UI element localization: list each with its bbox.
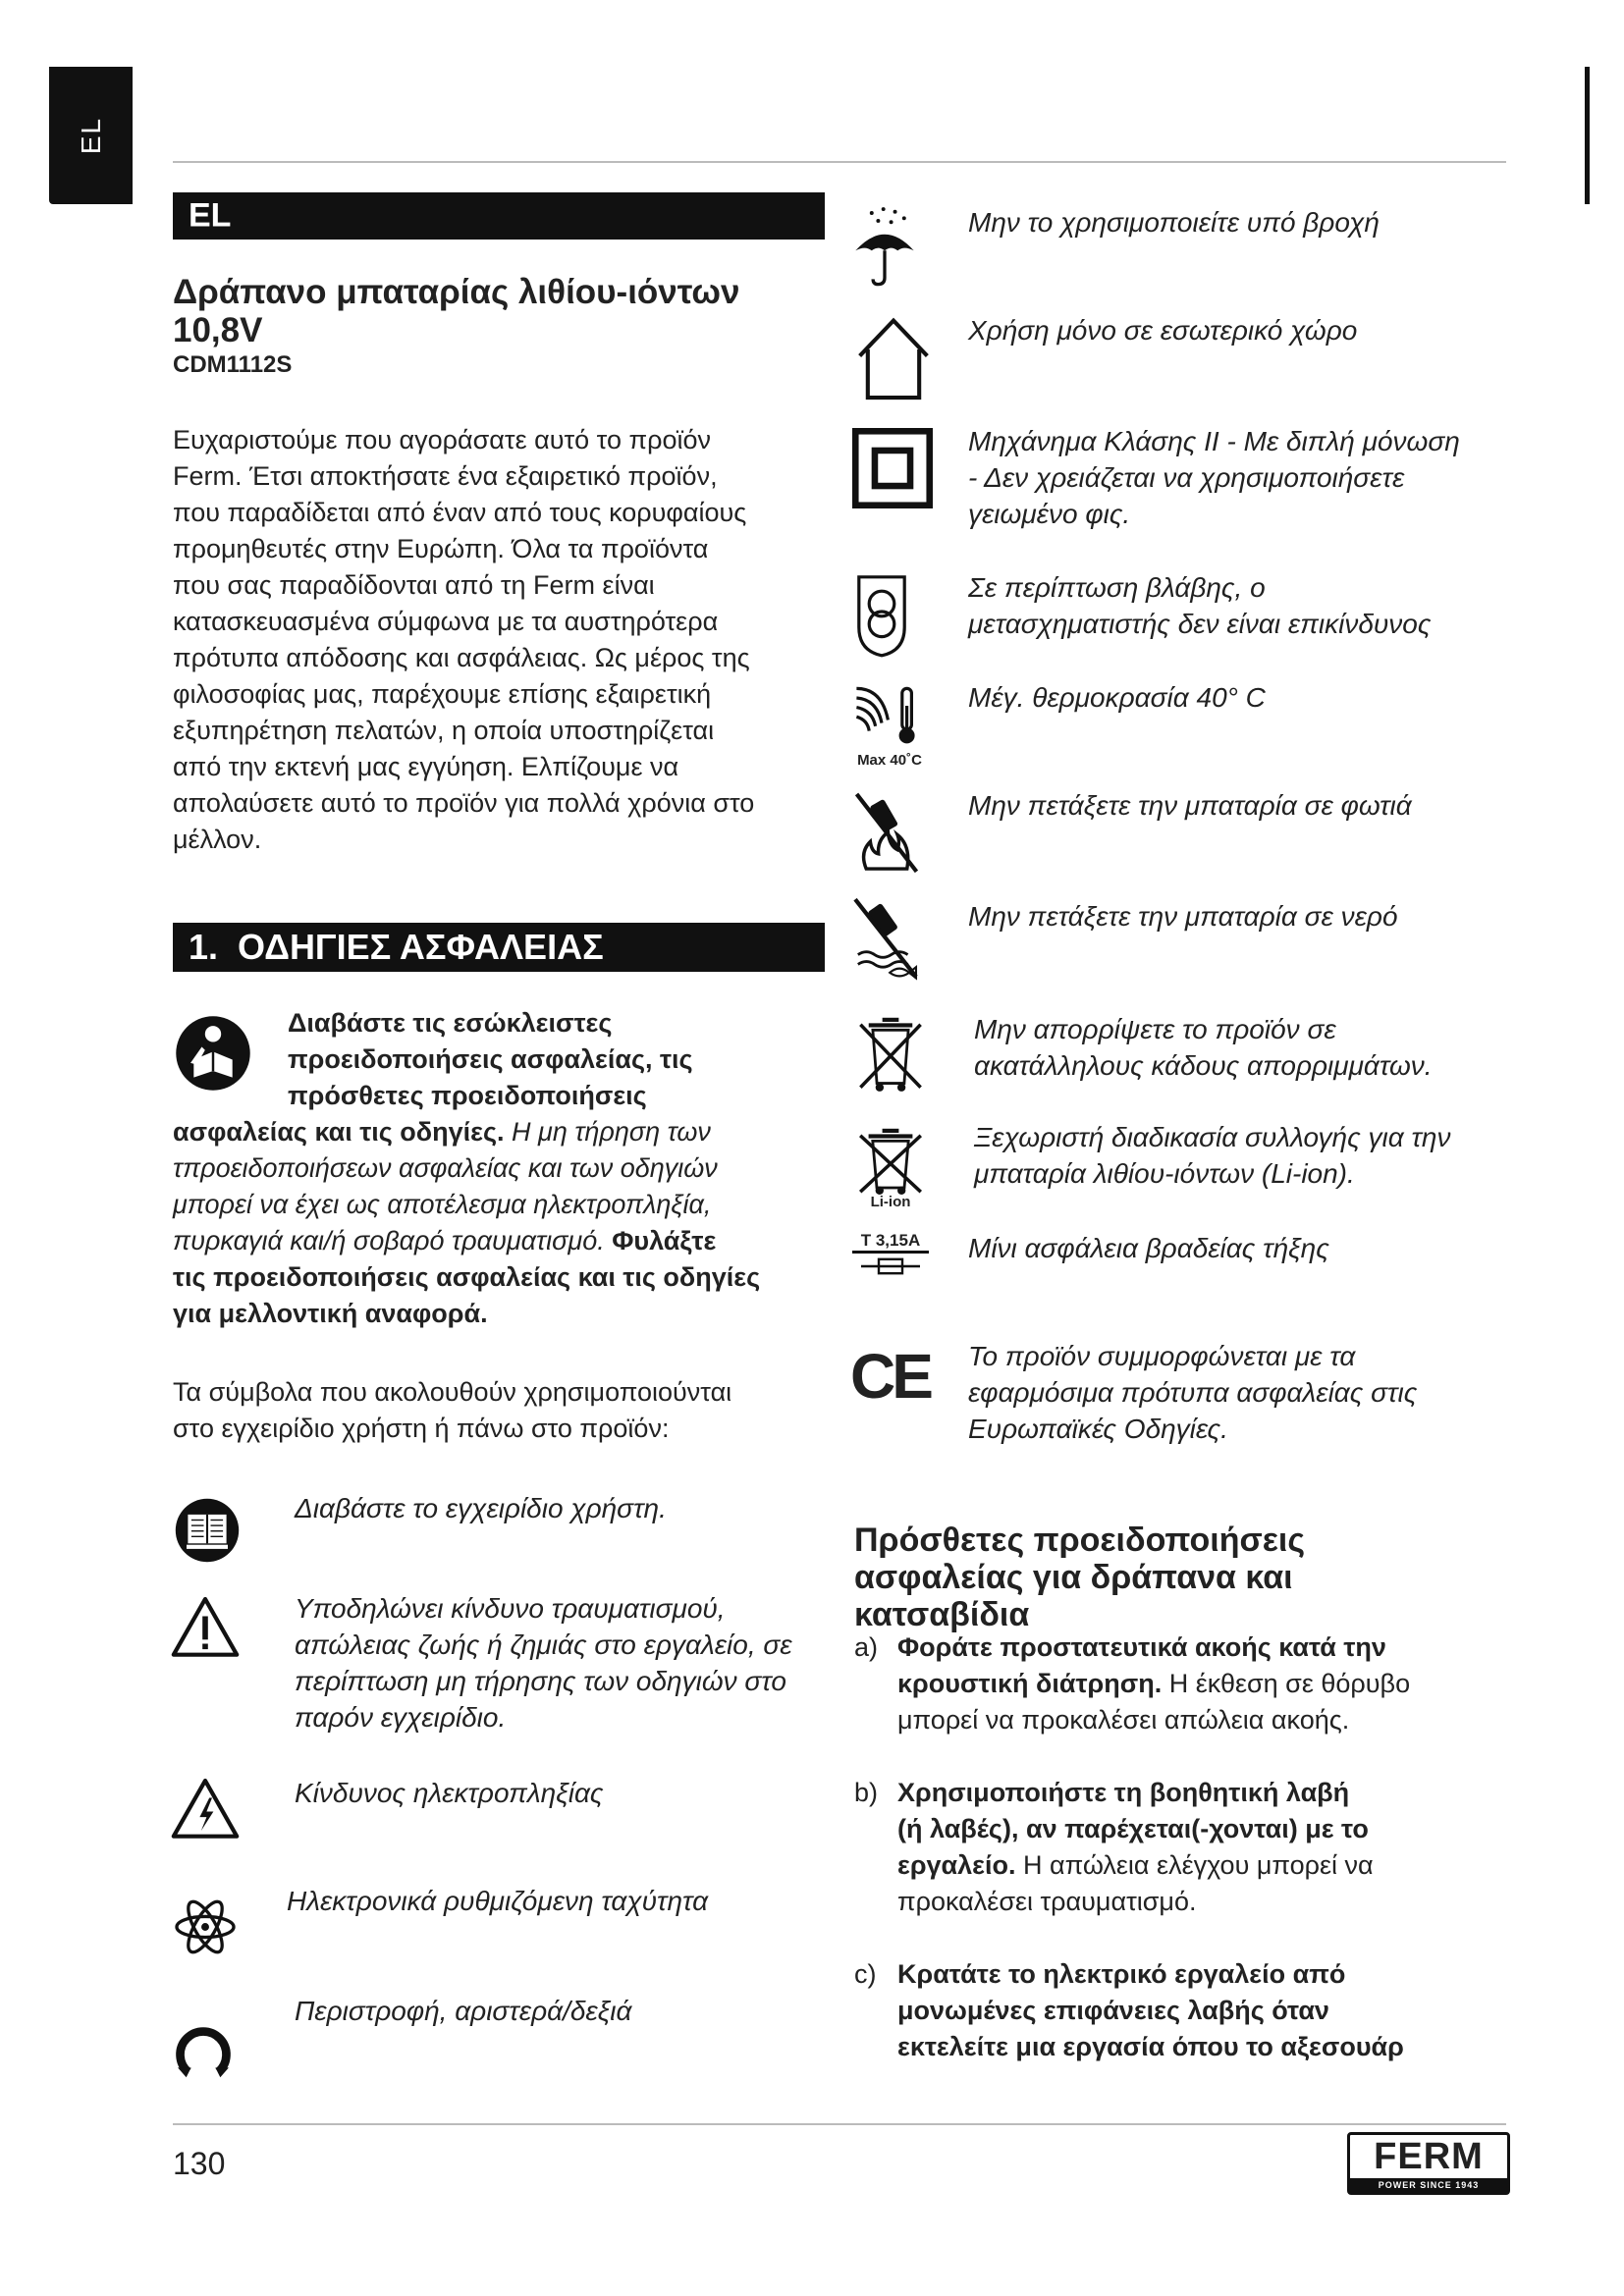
right-symbol-text — [968, 1230, 1518, 1266]
left-symbol-text — [295, 1993, 825, 2029]
fuse-icon — [852, 1231, 929, 1278]
list-regular-fragment: Η έκθεση σε θόρυβο — [1162, 1669, 1411, 1698]
list-line: μονωμένες επιφάνειες λαβής όταν — [897, 1996, 1329, 2025]
symbols-intro-line: στο εγχειρίδιο χρήστη ή πάνω στο προϊόν: — [173, 1414, 670, 1443]
list-line: Φοράτε προστατευτικά ακοής κατά την — [897, 1632, 1386, 1662]
warning-line: μπορεί να έχει ως αποτέλεσμα ηλεκτροπληξία, — [173, 1190, 712, 1219]
intro-line: κατασκευασμένα σύμφωνα με τα αυστηρότερα — [173, 607, 719, 636]
list-item — [854, 1956, 1522, 2074]
list-line: εκτελείτε μια εργασία όπου το αξεσουάρ — [897, 2032, 1404, 2061]
symbol-line: περίπτωση μη τήρησης των οδηγιών στο — [295, 1666, 786, 1696]
indoor-use-icon — [852, 314, 935, 402]
product-model: CDM1112S — [173, 351, 293, 378]
list-line: προκαλέσει τραυματισμό. — [897, 1887, 1197, 1916]
symbol-line: γειωμένο φις. — [968, 499, 1131, 529]
heading-line: κατσαβίδια — [854, 1596, 1030, 1633]
left-symbol-text — [295, 1775, 825, 1811]
weee-bin-icon — [856, 1015, 925, 1094]
warning-italic-fragment: πυρκαγιά και/ή σοβαρό τραυματισμό. — [173, 1226, 605, 1255]
symbol-line: Μέγ. θερμοκρασία 40° C — [968, 682, 1266, 713]
right-symbol-text — [968, 898, 1518, 934]
list-line: (ή λαβές), αν παρέχεται(-χονται) με το — [897, 1814, 1369, 1843]
right-symbol-text — [968, 204, 1518, 240]
symbol-line: Μην πετάξετε την μπαταρία σε φωτιά — [968, 790, 1412, 821]
symbol-line: Ηλεκτρονικά ρυθμιζόμενη ταχύτητα — [287, 1886, 709, 1916]
top-rule — [173, 161, 1506, 163]
list-item — [854, 1775, 1522, 1932]
li-ion-bin-icon — [856, 1123, 925, 1211]
warning-line: για μελλοντική αναφορά. — [173, 1299, 488, 1328]
fuse-icon-label: T 3,15A — [852, 1231, 929, 1254]
class-ii-icon — [852, 428, 933, 508]
warning-bold-fragment: ασφαλείας και τις οδηγίες. — [173, 1117, 505, 1147]
right-symbol-text — [968, 679, 1518, 716]
symbol-line: εφαρμόσιμα πρότυπα ασφαλείας στις — [968, 1377, 1418, 1408]
list-bold-fragment: εργαλείο. — [897, 1850, 1016, 1880]
symbols-intro-line: Τα σύμβολα που ακολουθούν χρησιμοποιούνται — [173, 1377, 732, 1407]
symbols-intro — [173, 1374, 831, 1447]
intro-line: που σας παραδίδονται από τη Ferm είναι — [173, 570, 655, 600]
manual-icon — [173, 1492, 242, 1569]
intro-line: εξυπηρέτηση πελατών, η οποία υποστηρίζεται — [173, 716, 715, 745]
symbol-line: Διαβάστε το εγχειρίδιο χρήστη. — [295, 1493, 667, 1523]
symbol-line: Κίνδυνος ηλεκτροπληξίας — [295, 1778, 604, 1808]
product-title-line1: Δράπανο μπαταρίας λιθίου-ιόντων — [173, 273, 740, 311]
intro-line: που παραδίδεται από έναν από τους κορυφαίους — [173, 498, 747, 527]
intro-paragraph — [173, 422, 831, 858]
right-symbol-text — [974, 1119, 1524, 1192]
warning-line: πρόσθετες προειδοποιήσεις — [288, 1081, 647, 1110]
section1-heading-band — [173, 923, 825, 972]
max-temp-icon — [850, 681, 929, 770]
left-symbol-text — [287, 1883, 822, 1919]
intro-line: Ferm. Έτσι αποκτήσατε ένα εξαιρετικό προϊόν, — [173, 461, 718, 491]
warning-block — [173, 1005, 831, 1332]
list-line: Κρατάτε το ηλεκτρικό εργαλείο από — [897, 1959, 1346, 1989]
language-header-band — [173, 192, 825, 240]
right-symbol-text — [968, 312, 1518, 348]
right-symbol-text — [968, 423, 1518, 532]
warning-line-mixed — [173, 1223, 831, 1259]
ferm-logo-text: FERM — [1374, 2136, 1484, 2177]
right-symbol-text — [968, 1338, 1518, 1447]
symbol-line: ακατάλληλους κάδους απορριμμάτων. — [974, 1050, 1433, 1081]
list-item-label: c) — [854, 1959, 877, 1989]
list-line: μπορεί να προκαλέσει απώλεια ακοής. — [897, 1705, 1350, 1735]
list-item-text — [897, 1956, 1522, 2065]
list-item — [854, 1629, 1522, 1747]
symbol-line: Μην το χρησιμοποιείτε υπό βροχή — [968, 207, 1380, 238]
symbol-line: Μίνι ασφάλεια βραδείας τήξης — [968, 1233, 1329, 1263]
warning-italic-fragment: Η μη τήρηση των — [504, 1117, 711, 1147]
symbol-line: παρόν εγχειρίδιο. — [295, 1702, 507, 1733]
intro-line: μέλλον. — [173, 825, 262, 854]
left-symbol-text — [295, 1590, 830, 1735]
electronic-speed-icon — [173, 1895, 238, 1959]
symbol-line: Μην πετάξετε την μπαταρία σε νερό — [968, 901, 1398, 932]
section1-heading: 1. ΟΔΗΓΙΕΣ ΑΣΦΑΛΕΙΑΣ — [189, 927, 604, 967]
list-line-mixed — [897, 1847, 1522, 1884]
additional-warnings-heading — [854, 1522, 1502, 1633]
ce-mark-icon: CE — [850, 1341, 930, 1412]
right-edge-marker — [1585, 67, 1590, 204]
symbol-line: Το προϊόν συμμορφώνεται με τα — [968, 1341, 1356, 1371]
heading-line: ασφαλείας για δράπανα και — [854, 1559, 1293, 1596]
language-side-tab — [49, 67, 133, 204]
warning-line-mixed — [173, 1114, 831, 1150]
symbol-line: Μηχάνημα Κλάσης II - Με διπλή μόνωση — [968, 426, 1460, 456]
language-side-tab-label: EL — [75, 116, 106, 155]
symbol-line: Υποδηλώνει κίνδυνο τραυματισμού, — [295, 1593, 726, 1624]
intro-line: από την εκτενή μας εγγύηση. Ελπίζουμε να — [173, 752, 679, 781]
no-rain-icon — [852, 204, 917, 291]
product-title-line2: 10,8V — [173, 311, 263, 349]
electric-shock-icon — [171, 1777, 240, 1840]
right-symbol-text — [968, 569, 1518, 642]
symbol-line: Χρήση μόνο σε εσωτερικό χώρο — [968, 315, 1358, 346]
symbol-line: Σε περίπτωση βλάβης, ο — [968, 572, 1266, 603]
right-symbol-text — [968, 787, 1518, 824]
list-regular-fragment: Η απώλεια ελέγχου μπορεί να — [1015, 1850, 1374, 1880]
symbol-line: - Δεν χρειάζεται να χρησιμοποιήσετε — [968, 462, 1405, 493]
list-bold-fragment: κρουστική διάτρηση. — [897, 1669, 1163, 1698]
symbol-line: Μην απορρίψετε το προϊόν σε — [974, 1014, 1336, 1044]
language-header-label: EL — [189, 196, 232, 235]
page-number: 130 — [173, 2146, 226, 2181]
intro-line: φιλοσοφίας μας, παρέχουμε επίσης εξαιρετική — [173, 679, 712, 709]
warning-line: τις προειδοποιήσεις ασφαλείας και τις οδηγίες — [173, 1262, 761, 1292]
no-water-icon — [850, 895, 921, 982]
symbol-line: Ευρωπαϊκές Οδηγίες. — [968, 1414, 1228, 1444]
footer-rule — [173, 2123, 1506, 2125]
warning-bold-fragment: Φυλάξτε — [604, 1226, 717, 1255]
right-symbol-text — [974, 1011, 1524, 1084]
intro-line: Ευχαριστούμε που αγοράσατε αυτό το προϊόν — [173, 425, 711, 454]
symbol-line: απώλειας ζωής ή ζημιάς στο εργαλείο, σε — [295, 1629, 792, 1660]
intro-line: πρότυπα απόδοσης και ασφάλειας. Ως μέρος της — [173, 643, 750, 672]
max-temp-icon-label: Max 40˚C — [857, 752, 922, 769]
ferm-logo-subtext: POWER SINCE 1943 — [1350, 2178, 1507, 2192]
list-line: Χρησιμοποιήστε τη βοηθητική λαβή — [897, 1778, 1350, 1807]
list-item-text — [897, 1629, 1522, 1738]
li-ion-icon-label: Li-ion — [870, 1194, 911, 1210]
left-symbol-text — [295, 1490, 825, 1526]
rotation-icon — [173, 2014, 234, 2081]
symbol-line: μετασχηματιστής δεν είναι επικίνδυνος — [968, 609, 1432, 639]
symbol-line: Περιστροφή, αριστερά/δεξιά — [295, 1996, 632, 2026]
list-line-mixed — [897, 1666, 1522, 1702]
list-item-text — [897, 1775, 1522, 1920]
symbol-line: Ξεχωριστή διαδικασία συλλογής για την — [974, 1122, 1451, 1152]
list-item-label: a) — [854, 1632, 879, 1662]
no-fire-icon — [852, 787, 921, 876]
warning-line: προειδοποιήσεις ασφαλείας, τις — [288, 1044, 693, 1074]
warning-line: τπροειδοποιήσεων ασφαλείας και των οδηγιών — [173, 1153, 718, 1183]
ferm-logo — [1347, 2132, 1510, 2195]
list-item-label: b) — [854, 1778, 879, 1807]
transformer-icon — [854, 571, 909, 660]
warning-triangle-icon — [171, 1595, 240, 1658]
warning-line: Διαβάστε τις εσώκλειστες — [288, 1008, 613, 1038]
intro-line: απολαύσετε αυτό το προϊόν για πολλά χρόνια στο — [173, 788, 755, 818]
intro-line: προμηθευτές στην Ευρώπη. Όλα τα προϊόντα — [173, 534, 709, 563]
heading-line: Πρόσθετες προειδοποιήσεις — [854, 1522, 1306, 1559]
symbol-line: μπαταρία λιθίου-ιόντων (Li-ion). — [974, 1158, 1355, 1189]
